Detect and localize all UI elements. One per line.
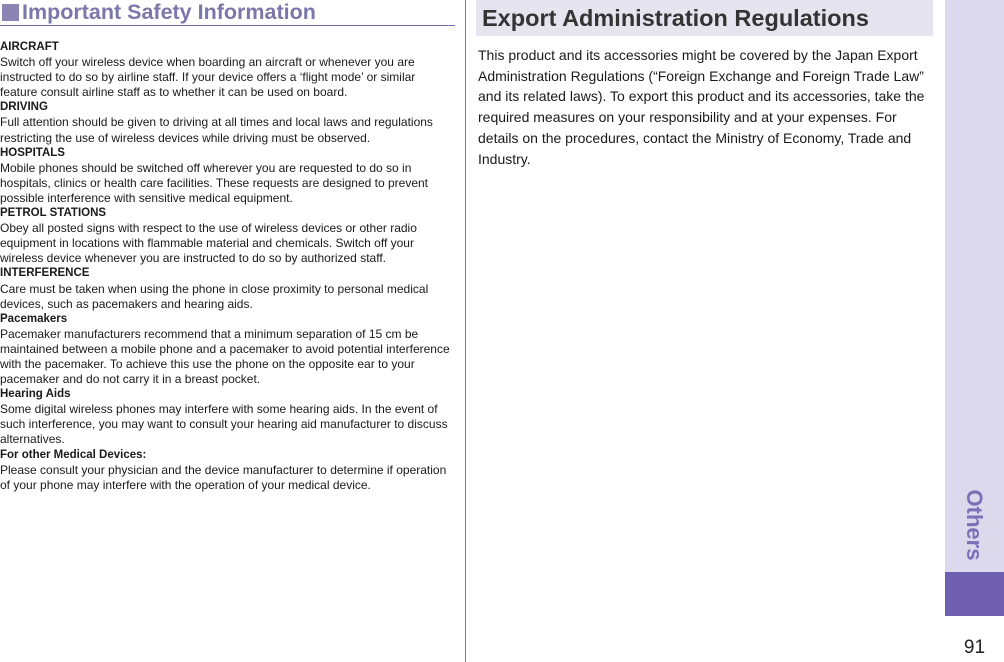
- block-body: Obey all posted signs with respect to the use of wireless devices or other radio equipment in locations with flammable material and chemicals. Switch off your wireless device whenever you are instructed to do so by authorized staff.: [0, 221, 417, 266]
- safety-block-pacemakers: [0, 312, 455, 387]
- side-tab-label: Others: [962, 489, 987, 561]
- block-body: Pacemaker manufacturers recommend that a minimum separation of 15 cm be maintained between a mobile phone and a pacemaker to avoid potential interference with the pacemaker. To achieve this use the phone on the opposite ear to your pacemaker and do not carry it in a breast pocket.: [0, 326, 450, 387]
- safety-block-driving: [0, 100, 455, 145]
- safety-block-aircraft: [0, 40, 455, 100]
- safety-block-hospitals: [0, 146, 455, 206]
- export-section-title: Export Administration Regulations: [482, 4, 869, 31]
- block-body: Switch off your wireless device when boarding an aircraft or whenever you are instructed to do so by airline staff. If your device offers a ‘flight mode’ or similar feature consult airline staff as to whether it can be used on board.: [0, 55, 416, 100]
- block-body: Full attention should be given to driving at all times and local laws and regulations restricting the use of wireless devices while driving must be observed.: [0, 115, 433, 145]
- side-tab-accent: [945, 572, 1004, 616]
- column-divider: [465, 0, 466, 662]
- block-heading: For other Medical Devices:: [0, 448, 147, 461]
- side-tab: [945, 0, 1004, 572]
- block-body: Mobile phones should be switched off wherever you are requested to do so in hospitals, clinics or health care facilities. These requests are designed to prevent possible interference with sensitive medical equipment.: [0, 160, 429, 205]
- square-bullet-icon: [2, 4, 19, 21]
- export-section-header: [476, 0, 933, 36]
- safety-block-interference: [0, 266, 455, 311]
- safety-block-hearing-aids: [0, 387, 455, 447]
- block-body: Please consult your physician and the device manufacturer to determine if operation of your phone may interfere with the operation of your medical device.: [0, 462, 447, 492]
- block-heading: INTERFERENCE: [0, 267, 90, 280]
- safety-block-petrol-stations: [0, 206, 455, 266]
- block-body: Some digital wireless phones may interfere with some hearing aids. In the event of such interference, you may want to consult your hearing aid manufacturer to discuss alternatives.: [0, 402, 448, 447]
- export-section-body: This product and its accessories might be covered by the Japan Export Administration Regulations (“Foreign Exchange and Foreign Trade Law” and its related laws). To export this product and its accessories, take the required measures on your responsibility and at your expenses. For details on the procedures, contact the Ministry of Economy, Trade and Industry.: [478, 47, 925, 167]
- safety-section-header: [0, 0, 455, 26]
- block-heading: Pacemakers: [0, 312, 68, 325]
- safety-information-section: [0, 0, 455, 493]
- block-heading: HOSPITALS: [0, 146, 65, 159]
- block-heading: AIRCRAFT: [0, 41, 59, 53]
- safety-block-other-medical-devices: [0, 448, 455, 493]
- block-body: Care must be taken when using the phone in close proximity to personal medical devices, such as pacemakers and hearing aids.: [0, 281, 429, 311]
- block-heading: DRIVING: [0, 101, 48, 114]
- page-number: 91: [963, 637, 986, 658]
- export-regulations-section: [476, 0, 936, 169]
- block-heading: PETROL STATIONS: [0, 207, 107, 220]
- block-heading: Hearing Aids: [0, 388, 71, 401]
- safety-section-title: Important Safety Information: [22, 0, 316, 24]
